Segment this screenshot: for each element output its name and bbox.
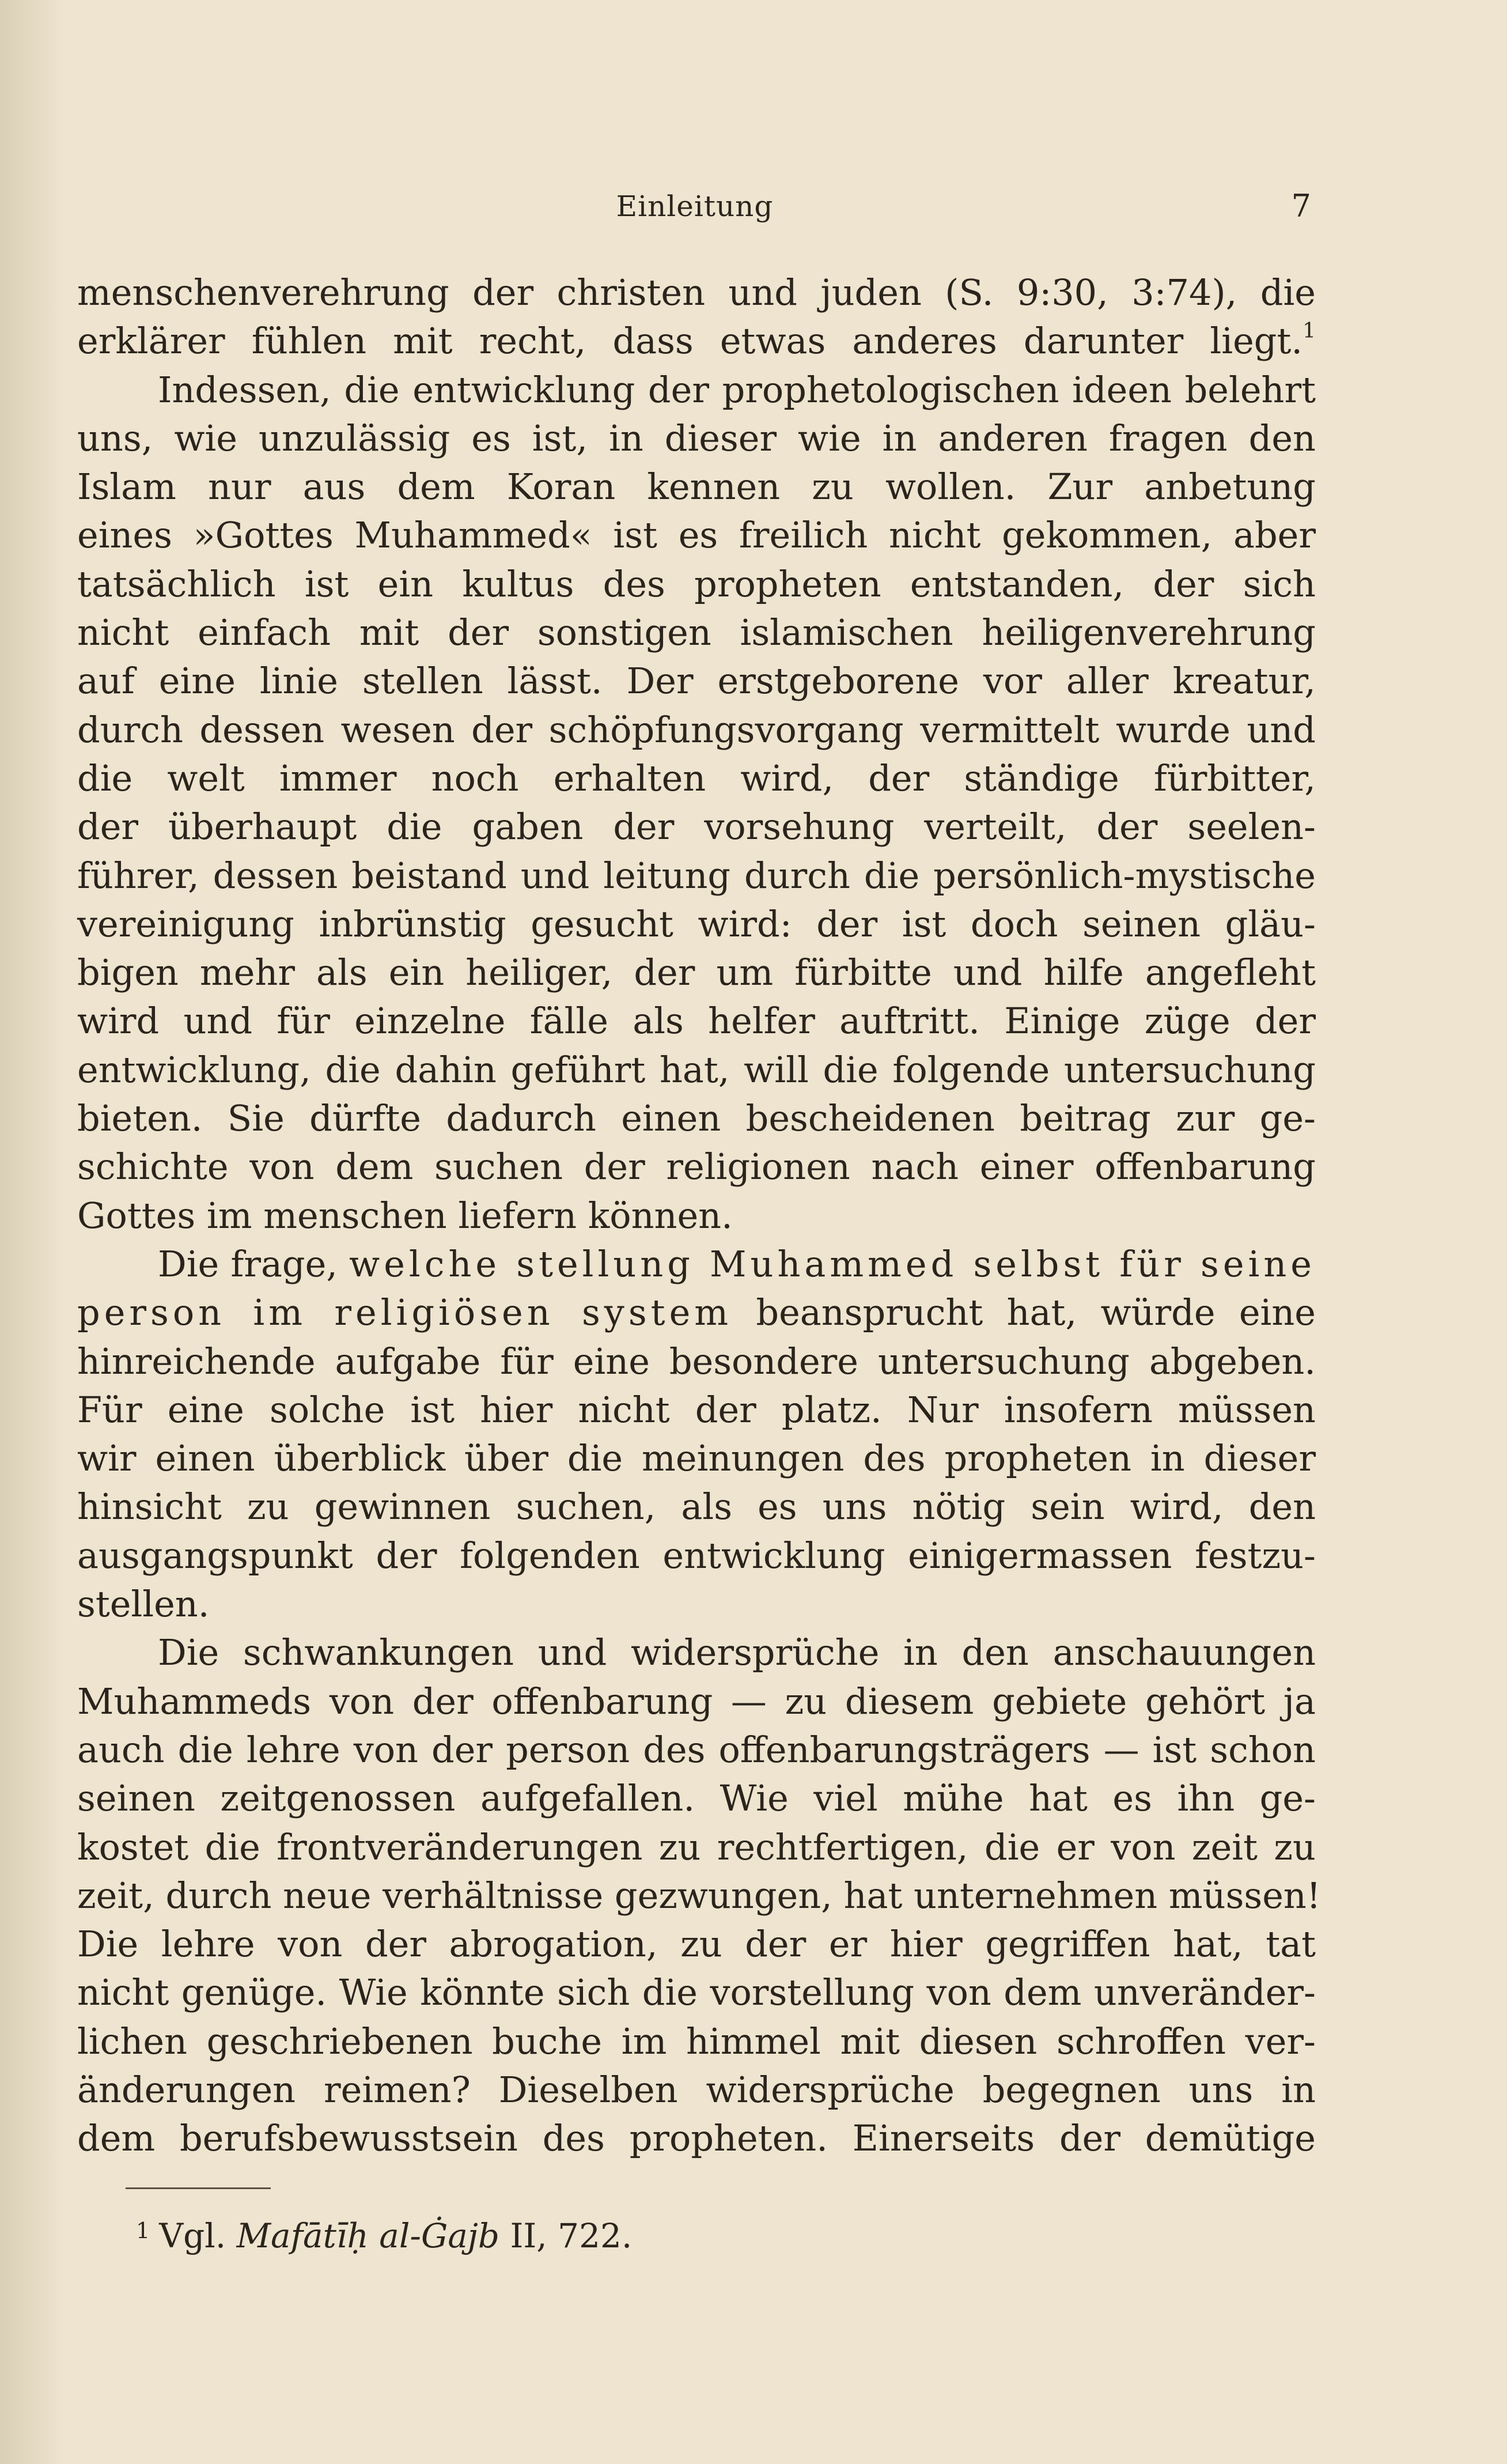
text-line: der überhaupt die gaben der vorsehung verteilt, der seelen- bbox=[77, 806, 1316, 848]
text-line: zeit, durch neue verhältnisse gezwungen, hat unternehmen müssen! bbox=[77, 1874, 1321, 1917]
paragraph-start-line: Die frage, welche stellung Muhammed selbst für seine bbox=[158, 1242, 1316, 1285]
running-title: Einleitung bbox=[616, 190, 774, 223]
text-line: wir einen überblick über die meinungen des propheten in dieser bbox=[77, 1437, 1316, 1480]
paragraph-end-line: Gottes im menschen liefern können. bbox=[77, 1194, 733, 1237]
text-line: nicht einfach mit der sonstigen islamischen heiligenverehrung bbox=[77, 611, 1316, 654]
text-line: führer, dessen beistand und leitung durch die persönlich-mystische bbox=[77, 854, 1316, 897]
text-line: Islam nur aus dem Koran kennen zu wollen. Zur anbetung bbox=[77, 466, 1316, 508]
text-line: person im religiösen system beansprucht hat, würde eine bbox=[77, 1291, 1316, 1334]
footnote-separator bbox=[126, 2187, 271, 2189]
text-line: auch die lehre von der person des offenbarungsträgers — ist schon bbox=[77, 1728, 1316, 1771]
emphasized-text: welche stellung Muhammed selbst für seine bbox=[349, 1242, 1316, 1285]
text-line: ausgangspunkt der folgenden entwicklung einigermassen festzu- bbox=[77, 1534, 1316, 1577]
text-line: seinen zeitgenossen aufgefallen. Wie viel mühe hat es ihn ge- bbox=[77, 1777, 1316, 1820]
text-line: wird und für einzelne fälle als helfer auftritt. Einige züge der bbox=[77, 1000, 1316, 1042]
cited-title: Mafātīḥ al-Ġajb bbox=[236, 2216, 500, 2255]
text-line: vereinigung inbrünstig gesucht wird: der ist doch seinen gläu- bbox=[77, 902, 1316, 945]
text-line: hinsicht zu gewinnen suchen, als es uns nötig sein wird, den bbox=[77, 1486, 1316, 1528]
text-line: lichen geschriebenen buche im himmel mit diesen schroffen ver- bbox=[77, 2020, 1316, 2062]
text-line: bigen mehr als ein heiliger, der um fürbitte und hilfe angefleht bbox=[77, 951, 1316, 994]
footnote bbox=[136, 2213, 632, 2263]
text-line: auf eine linie stellen lässt. Der erstgeborene vor aller kreatur, bbox=[77, 660, 1316, 702]
text-line: kostet die frontveränderungen zu rechtfertigen, die er von zeit zu bbox=[77, 1826, 1316, 1868]
text-line: Die lehre von der abrogation, zu der er hier gegriffen hat, tat bbox=[77, 1923, 1316, 1966]
text-line: hinreichende aufgabe für eine besondere untersuchung abgeben. bbox=[77, 1340, 1316, 1382]
text-line: bieten. Sie dürfte dadurch einen bescheidenen beitrag zur ge- bbox=[77, 1097, 1316, 1140]
footnote-citation: II, 722. bbox=[510, 2216, 633, 2255]
text-line: schichte von dem suchen der religionen nach einer offenbarung bbox=[77, 1146, 1316, 1188]
text-line: nicht genüge. Wie könnte sich die vorstellung von dem unveränder- bbox=[77, 1971, 1316, 2014]
text-line: dem berufsbewusstsein des propheten. Einerseits der demütige bbox=[77, 2117, 1316, 2160]
text-line: erklärer fühlen mit recht, dass etwas anderes darunter liegt.$^1$ bbox=[77, 319, 1316, 362]
running-head bbox=[78, 183, 1311, 229]
footnote-prefix: Vgl. bbox=[159, 2216, 226, 2255]
text-line: änderungen reimen? Dieselben widersprüche begegnen uns in bbox=[77, 2068, 1316, 2111]
footnote-reference: 1 bbox=[1302, 319, 1316, 343]
text-line: Für eine solche ist hier nicht der platz. Nur insofern müssen bbox=[77, 1388, 1316, 1431]
paragraph-end-line: stellen. bbox=[77, 1583, 210, 1626]
footnote-number: 1 bbox=[136, 2218, 150, 2243]
text-line: tatsächlich ist ein kultus des propheten entstanden, der sich bbox=[77, 562, 1316, 605]
paragraph-start-line: Die schwankungen und widersprüche in den anschauungen bbox=[158, 1631, 1316, 1674]
body-text bbox=[77, 269, 1321, 2163]
page-number: 7 bbox=[1291, 188, 1311, 224]
text-line: durch dessen wesen der schöpfungsvorgang vermittelt wurde und bbox=[77, 708, 1316, 751]
emphasized-text: person im religiösen system bbox=[77, 1291, 733, 1334]
text-line: die welt immer noch erhalten wird, der ständige fürbitter, bbox=[77, 757, 1316, 799]
paragraph-start-line: Indessen, die entwicklung der prophetologischen ideen belehrt bbox=[158, 368, 1316, 411]
text-line: menschenverehrung der christen und juden (S. 9:30, 3:74), die bbox=[77, 271, 1316, 313]
scanned-page-edge bbox=[0, 0, 63, 2464]
text-line: entwicklung, die dahin geführt hat, will die folgende untersuchung bbox=[77, 1048, 1316, 1091]
text-line: Muhammeds von der offenbarung — zu diesem gebiete gehört ja bbox=[77, 1680, 1316, 1722]
text-line: eines »Gottes Muhammed« ist es freilich nicht gekommen, aber bbox=[77, 514, 1316, 557]
text-line: uns, wie unzulässig es ist, in dieser wie in anderen fragen den bbox=[77, 417, 1316, 459]
